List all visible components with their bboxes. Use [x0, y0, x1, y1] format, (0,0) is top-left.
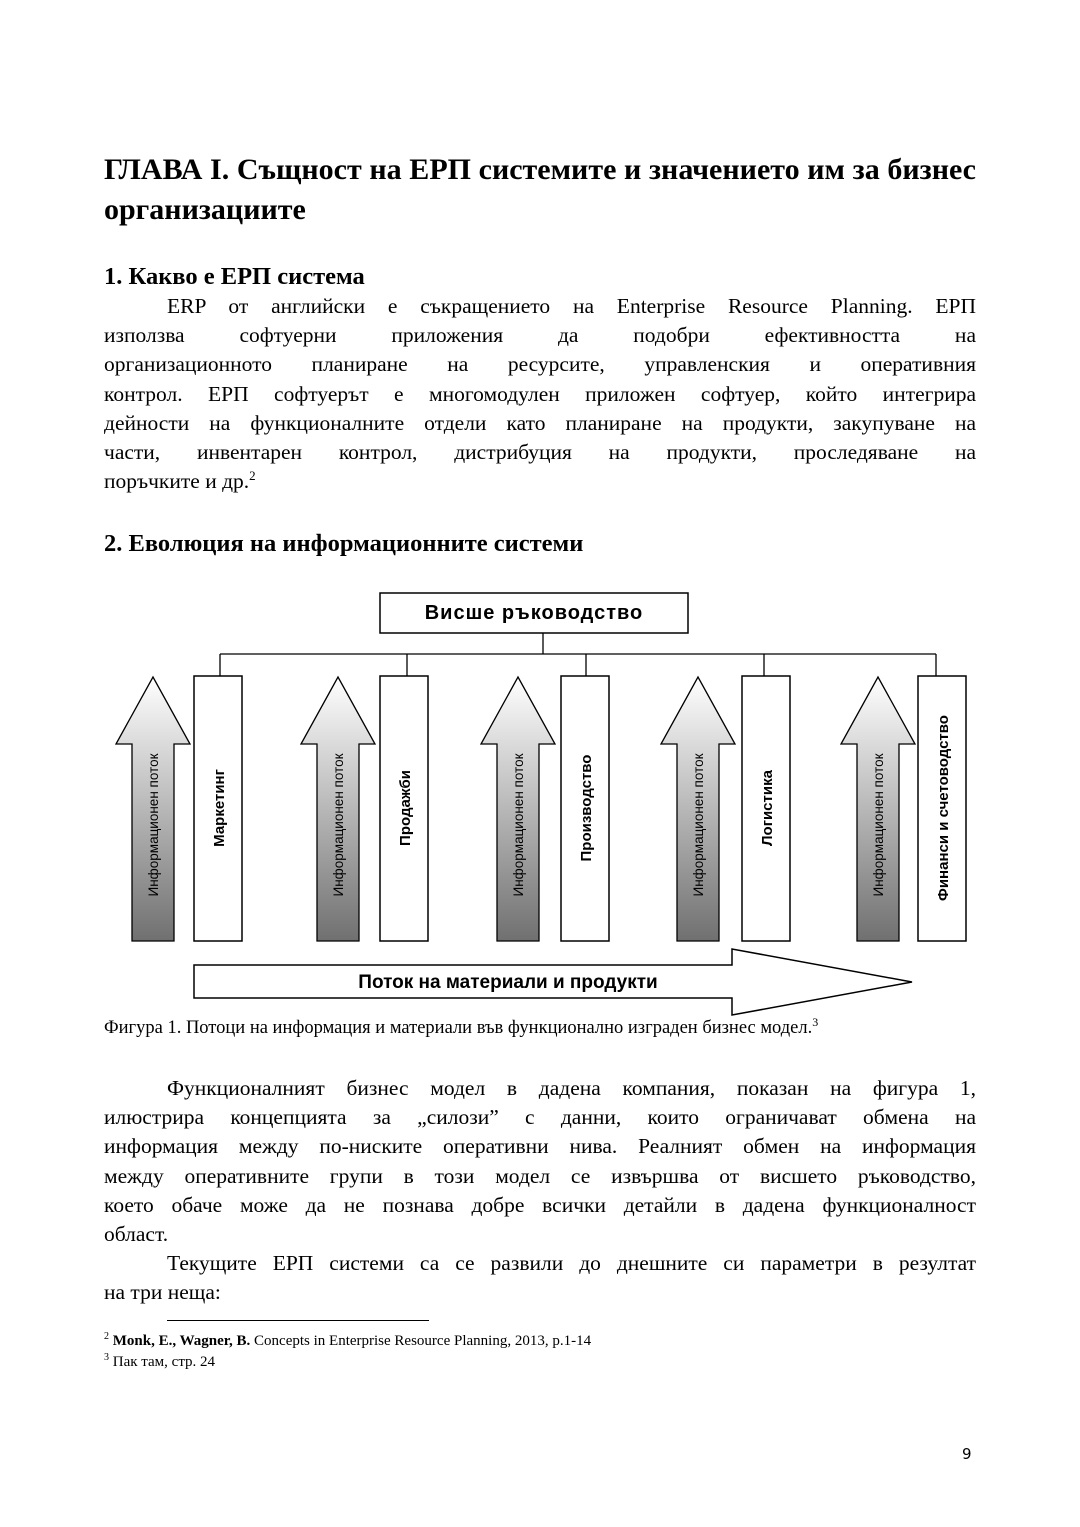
chapter-title: ГЛАВА I. Същност на ЕРП системите и значението им за бизнес организациите	[104, 153, 976, 226]
text-line: област.	[104, 1222, 169, 1247]
department-label: Логистика	[759, 770, 776, 846]
text-line: организационното планиране на ресурсите, управленския и оперативния	[104, 352, 976, 377]
department-label: Продажби	[397, 770, 414, 846]
caption-text: Фигура 1. Потоци на информация и материали във функционално изграден бизнес модел.	[104, 1018, 813, 1038]
footnote-ref: 2	[249, 468, 256, 484]
figure-caption	[104, 1016, 818, 1040]
text-fragment: поръчките и др.	[104, 469, 250, 494]
department-label: Финанси и счетоводство	[935, 715, 952, 901]
text-line: на три неща:	[104, 1280, 221, 1305]
paragraph-current-erp	[104, 1249, 976, 1307]
text-line: между оперативните групи в този модел се извършва от висшето ръководство,	[104, 1163, 976, 1188]
text-line: ERP от английски е съкращението на Enterprise Resource Planning. ЕРП	[167, 294, 976, 318]
text-line: части, инвентарен контрол, дистрибуция на продукти, проследяване на	[104, 440, 976, 465]
department-label: Производство	[578, 754, 595, 862]
footnote-separator	[167, 1320, 429, 1321]
page-number: 9	[962, 1445, 972, 1463]
department-label: Маркетинг	[211, 769, 228, 847]
information-flow-label: Информационен поток	[871, 753, 886, 897]
section-1-heading: 1. Какво е ЕРП система	[104, 263, 365, 290]
footnote-text: Concepts in Enterprise Resource Planning, 2013, p.1-14	[250, 1333, 592, 1349]
material-flow-label: Поток на материали и продукти	[358, 972, 658, 993]
information-flow-label: Информационен поток	[146, 753, 161, 897]
footnote-ref: 3	[812, 1014, 819, 1029]
section-2-heading: 2. Еволюция на информационните системи	[104, 530, 584, 557]
connector-lines	[220, 633, 936, 676]
text-line: контрол. ЕРП софтуерът е многомодулен приложен софтуер, който интегрира	[104, 381, 976, 406]
information-flow-label: Информационен поток	[331, 753, 346, 897]
footnote-text: Пак там, стр. 24	[112, 1354, 216, 1370]
department-column	[116, 676, 242, 941]
text-line: информация между по-ниските оперативни нива. Реалният обмен на информация	[104, 1134, 976, 1159]
top-management-label: Висше ръководство	[424, 602, 644, 624]
department-column	[301, 676, 428, 941]
information-flow-label: Информационен поток	[511, 753, 526, 897]
text-line: Текущите ЕРП системи са се развили до днешните си параметри в резултат	[167, 1251, 976, 1275]
footnote-number: 3	[104, 1352, 109, 1363]
text-line: използва софтуерни приложения да подобри ефективността на	[104, 323, 976, 348]
footnote-2	[104, 1331, 591, 1351]
information-flow-label: Информационен поток	[691, 753, 706, 897]
text-line: което обаче може да не познава добре всички детайли в дадена функционалност	[104, 1192, 976, 1217]
top-management-box	[380, 593, 688, 633]
text-line: илюстрира концепцията за „силози” с данни, които ограничават обмена на	[104, 1105, 976, 1130]
department-column	[481, 676, 609, 941]
footnote-3	[104, 1352, 215, 1372]
department-column	[841, 676, 966, 941]
footnote-authors: Monk, E., Wagner, B.	[112, 1333, 251, 1349]
text-line: Функционалният бизнес модел в дадена компания, показан на фигура 1,	[167, 1076, 976, 1100]
department-column	[661, 676, 790, 941]
text-line: дейности на функционалните отдели като планиране на продукти, закупуване на	[104, 410, 976, 435]
footnote-number: 2	[104, 1331, 109, 1342]
paragraph-functional-model	[104, 1074, 976, 1249]
material-flow-arrow	[194, 949, 912, 1015]
department-columns	[116, 676, 966, 941]
